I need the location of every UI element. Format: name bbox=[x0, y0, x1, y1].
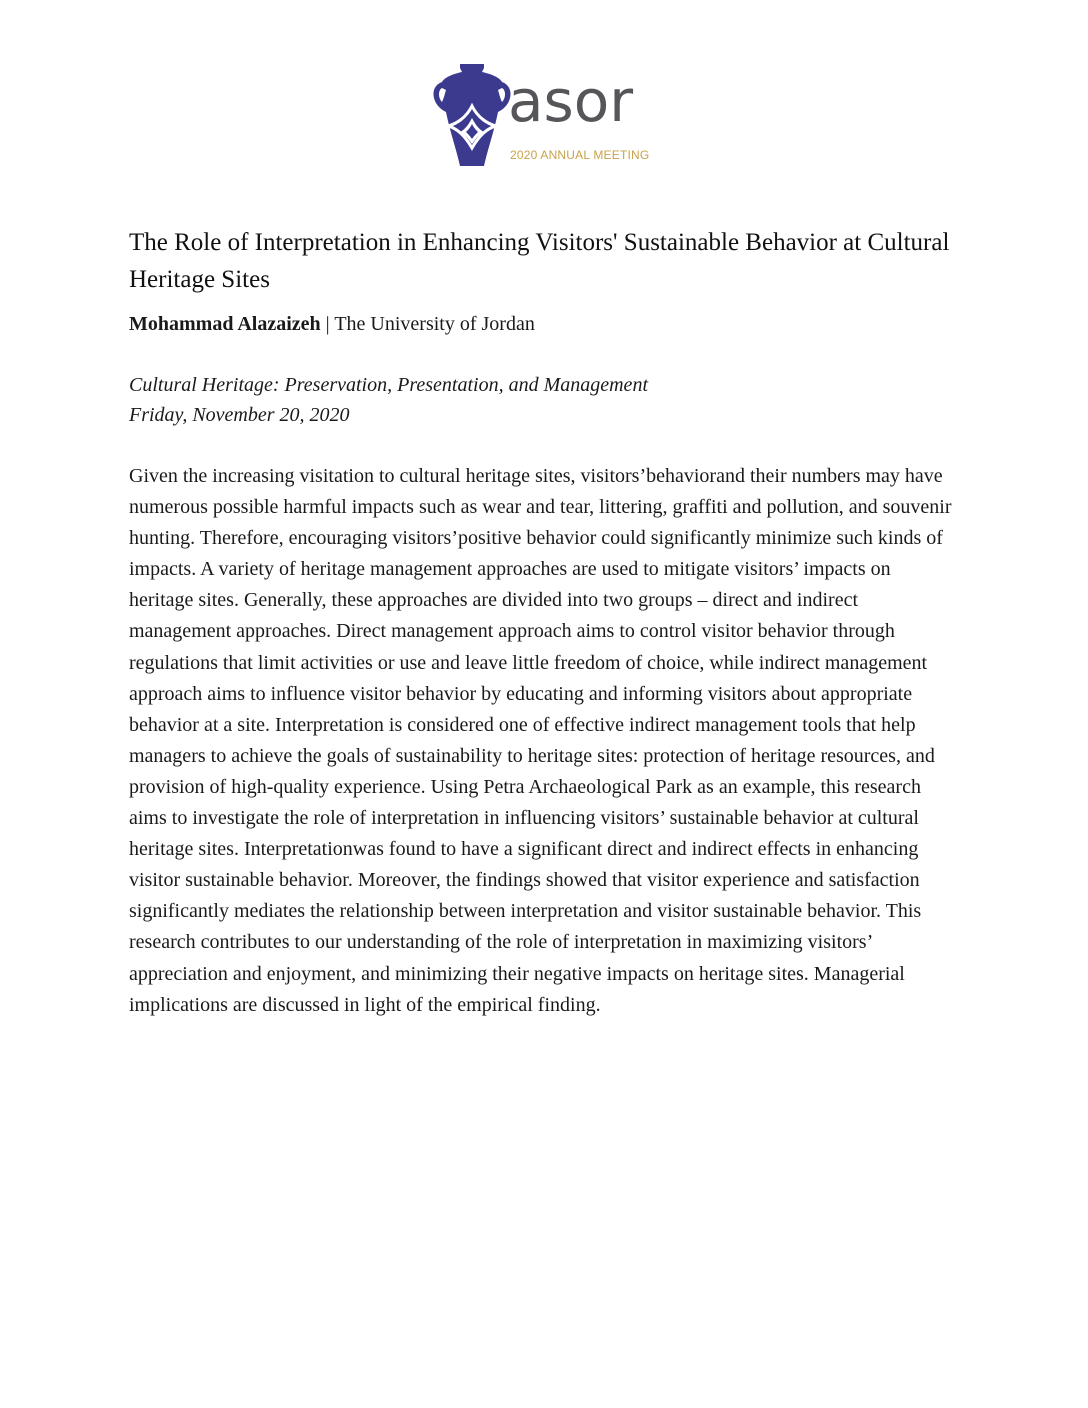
session-info bbox=[129, 370, 648, 430]
author-name: Mohammad Alazaizeh bbox=[129, 313, 321, 335]
paper-title: The Role of Interpretation in Enhancing Visitors' Sustainable Behavior at Cultural Heritage Sites bbox=[129, 229, 950, 293]
author-line bbox=[129, 310, 535, 338]
abstract-text: Given the increasing visitation to cultural heritage sites, visitors’behaviorand their numbers may have numerous possible harmful impacts such as wear and tear, littering, graffiti and pollution, and souvenir hunting. Therefore, encouraging visitors’positive behavior could significantly minimize such kinds of impacts. A variety of heritage management approaches are used to mitigate visitors’ impacts on heritage sites. Generally, these approaches are divided into two groups – direct and indirect management approaches. Direct management approach aims to control visitor behavior through regulations that limit activities or use and leave little freedom of choice, while indirect management approach aims to influence visitor behavior by educating and informing visitors about appropriate behavior at a site. Interpretation is considered one of effective indirect management tools that help managers to achieve the goals of sustainability to heritage sites: protection of heritage resources, and provision of high-quality experience. Using Petra Archaeological Park as an example, this research aims to investigate the role of interpretation in influencing visitors’ sustainable behavior at cultural heritage sites. Interpretationwas found to have a significant direct and indirect effects in enhancing visitor sustainable behavior. Moreover, the findings showed that visitor experience and satisfaction significantly mediates the relationship between interpretation and visitor sustainable behavior. This research contributes to our understanding of the role of interpretation in maximizing visitors’ appreciation and enjoyment, and minimizing their negative impacts on heritage sites. Managerial implications are discussed in light of the empirical finding. bbox=[129, 465, 952, 1016]
amphora-icon bbox=[430, 62, 514, 172]
session-name: Cultural Heritage: Preservation, Presentation, and Management bbox=[129, 374, 648, 396]
logo-wordmark: asor bbox=[508, 67, 634, 135]
author-affiliation: The University of Jordan bbox=[334, 313, 535, 335]
asor-logo bbox=[430, 62, 660, 172]
author-separator: | bbox=[320, 313, 335, 335]
session-date: Friday, November 20, 2020 bbox=[129, 404, 350, 426]
logo-subtitle: 2020 ANNUAL MEETING bbox=[510, 148, 650, 162]
